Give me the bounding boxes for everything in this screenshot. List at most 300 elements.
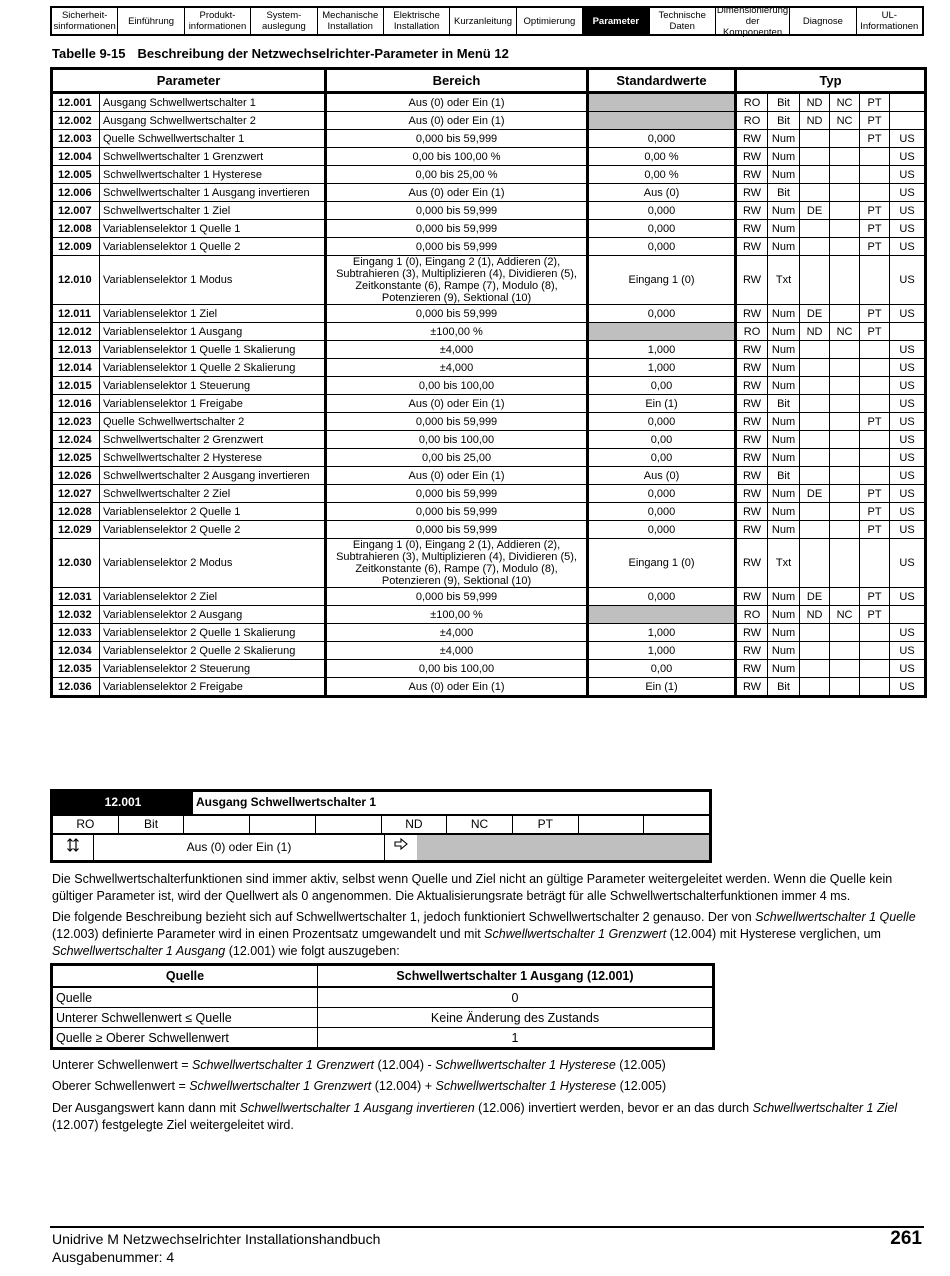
parameter-type-flag	[830, 238, 860, 256]
parameter-type-flag	[860, 377, 890, 395]
switch-output-table	[50, 963, 715, 1050]
parameter-type-flag: US	[890, 539, 926, 588]
parameter-type-flag: Num	[768, 660, 800, 678]
parameter-default: 0,000	[588, 238, 736, 256]
parameter-type-flag	[860, 359, 890, 377]
parameter-type-flag: RW	[736, 256, 768, 305]
parameter-type-flag	[860, 184, 890, 202]
parameter-type-flag: Num	[768, 413, 800, 431]
parameter-type-flag: US	[890, 184, 926, 202]
parameter-range: Eingang 1 (0), Eingang 2 (1), Addieren (2), Subtrahieren (3), Multiplizieren (4), Dividieren (5), Zeitkonstante (6), Rampe (7), Modulo (8), Potenzieren (9), Sektional (10)	[326, 539, 588, 588]
parameter-default: 0,000	[588, 202, 736, 220]
parameter-name: Ausgang Schwellwertschalter 2	[100, 112, 326, 130]
parameter-default: Eingang 1 (0)	[588, 256, 736, 305]
parameter-type-flag	[800, 503, 830, 521]
parameter-type-flag: Bit	[768, 93, 800, 112]
parameter-reference: Schwellwertschalter 1 Hysterese	[435, 1079, 617, 1093]
parameter-name: Variablenselektor 1 Ausgang	[100, 323, 326, 341]
parameter-type-flag: RW	[736, 678, 768, 697]
parameter-type-flag: RW	[736, 642, 768, 660]
parameter-type-flag: PT	[860, 93, 890, 112]
parameter-range: 0,000 bis 59,999	[326, 238, 588, 256]
parameter-default: Eingang 1 (0)	[588, 539, 736, 588]
nav-tab-3[interactable]: Produkt- informationen	[185, 8, 251, 34]
parameter-type-flag	[800, 539, 830, 588]
parameter-type-flag	[800, 624, 830, 642]
parameter-type-flag	[830, 449, 860, 467]
parameter-type-flag: NC	[830, 112, 860, 130]
parameter-type-flag	[800, 395, 830, 413]
parameter-type-flag: Num	[768, 359, 800, 377]
parameter-name: Ausgang Schwellwertschalter 1	[100, 93, 326, 112]
detail-range-row	[53, 835, 709, 860]
parameter-default: 0,000	[588, 305, 736, 323]
switch-table-header	[52, 965, 714, 988]
parameter-type-flag	[800, 431, 830, 449]
nav-tab-4[interactable]: System- auslegung	[251, 8, 317, 34]
parameter-type-flag: US	[890, 449, 926, 467]
parameter-number: 12.003	[52, 130, 100, 148]
parameter-name: Variablenselektor 2 Modus	[100, 539, 326, 588]
parameter-number: 12.034	[52, 642, 100, 660]
parameter-type-flag: RW	[736, 377, 768, 395]
parameter-type-flag: PT	[860, 588, 890, 606]
text-segment: (12.004) +	[371, 1079, 436, 1093]
nav-tab-5[interactable]: Mechanische Installation	[318, 8, 384, 34]
parameter-default: 0,00	[588, 377, 736, 395]
parameter-type-flag: PT	[860, 521, 890, 539]
parameter-number: 12.024	[52, 431, 100, 449]
parameter-type-flag	[800, 660, 830, 678]
paragraph-invert	[52, 1100, 924, 1134]
parameter-type-flag: US	[890, 521, 926, 539]
parameter-number: 12.005	[52, 166, 100, 184]
parameter-type-flag: NC	[830, 93, 860, 112]
switch-condition: Quelle	[52, 987, 318, 1008]
parameter-name: Quelle Schwellwertschalter 1	[100, 130, 326, 148]
detail-parameter-id: 12.001	[53, 792, 193, 814]
switch-condition: Unterer Schwellenwert ≤ Quelle	[52, 1008, 318, 1028]
parameter-type-flag	[860, 678, 890, 697]
parameter-default: 0,000	[588, 413, 736, 431]
parameter-type-flag	[830, 148, 860, 166]
parameter-row	[52, 678, 926, 697]
nav-tab-11[interactable]: Dimensionierung der Komponenten	[716, 4, 789, 38]
parameter-default: 1,000	[588, 341, 736, 359]
parameter-default	[588, 606, 736, 624]
parameter-default	[588, 112, 736, 130]
parameter-number: 12.015	[52, 377, 100, 395]
parameter-type-flag: US	[890, 642, 926, 660]
parameter-type-flag	[830, 184, 860, 202]
parameter-number: 12.009	[52, 238, 100, 256]
parameter-name: Variablenselektor 1 Freigabe	[100, 395, 326, 413]
parameter-type-flag: RW	[736, 184, 768, 202]
parameter-type-flag: US	[890, 202, 926, 220]
switch-output: 1	[318, 1028, 714, 1049]
parameter-row	[52, 413, 926, 431]
parameter-name: Variablenselektor 2 Steuerung	[100, 660, 326, 678]
parameter-row	[52, 238, 926, 256]
parameter-number: 12.014	[52, 359, 100, 377]
parameter-default: Aus (0)	[588, 184, 736, 202]
parameter-type-flag: RW	[736, 624, 768, 642]
range-arrows-icon	[53, 835, 94, 860]
parameter-row	[52, 256, 926, 305]
parameter-type-flag: ND	[800, 112, 830, 130]
parameter-table-header	[52, 69, 926, 93]
parameter-type-flag: US	[890, 148, 926, 166]
parameter-type-flag: US	[890, 341, 926, 359]
parameter-type-flag: Num	[768, 642, 800, 660]
parameter-range: ±4,000	[326, 642, 588, 660]
parameter-type-flag	[890, 93, 926, 112]
parameter-table	[50, 67, 927, 698]
detail-flag: Bit	[119, 816, 185, 833]
text-segment: (12.001) wie folgt auszugeben:	[225, 944, 400, 958]
parameter-row	[52, 359, 926, 377]
parameter-type-flag: Num	[768, 606, 800, 624]
parameter-row	[52, 377, 926, 395]
nav-tab-7[interactable]: Kurzanleitung	[450, 8, 516, 34]
parameter-number: 12.023	[52, 413, 100, 431]
parameter-reference: Schwellwertschalter 1 Hysterese	[435, 1058, 616, 1072]
parameter-type-flag: RW	[736, 413, 768, 431]
parameter-number: 12.036	[52, 678, 100, 697]
parameter-default	[588, 93, 736, 112]
parameter-number: 12.028	[52, 503, 100, 521]
parameter-number: 12.001	[52, 93, 100, 112]
switch-header-output: Schwellwertschalter 1 Ausgang (12.001)	[318, 965, 714, 988]
detail-flags-row	[53, 816, 709, 835]
parameter-number: 12.035	[52, 660, 100, 678]
detail-range-value: Aus (0) oder Ein (1)	[186, 840, 292, 854]
header-parameter: Parameter	[52, 69, 326, 93]
parameter-range: 0,000 bis 59,999	[326, 413, 588, 431]
parameter-default: 0,00	[588, 431, 736, 449]
parameter-type-flag: Num	[768, 341, 800, 359]
parameter-name: Variablenselektor 1 Steuerung	[100, 377, 326, 395]
parameter-type-flag: RW	[736, 359, 768, 377]
nav-tab-1[interactable]: Sicherheit- sinformationen	[52, 8, 118, 34]
parameter-type-flag: RW	[736, 503, 768, 521]
parameter-row	[52, 395, 926, 413]
parameter-type-flag: RW	[736, 521, 768, 539]
parameter-default: 0,000	[588, 521, 736, 539]
parameter-type-flag: US	[890, 377, 926, 395]
footer-issue: Ausgabenummer: 4	[52, 1249, 175, 1265]
parameter-type-flag	[830, 395, 860, 413]
parameter-type-flag: DE	[800, 485, 830, 503]
parameter-type-flag	[830, 256, 860, 305]
parameter-range: 0,00 bis 100,00	[326, 377, 588, 395]
header-default: Standardwerte	[588, 69, 736, 93]
parameter-name: Schwellwertschalter 2 Hysterese	[100, 449, 326, 467]
parameter-type-flag: Num	[768, 166, 800, 184]
parameter-type-flag	[800, 256, 830, 305]
parameter-default: 0,00	[588, 449, 736, 467]
parameter-type-flag: DE	[800, 305, 830, 323]
parameter-type-flag: RW	[736, 130, 768, 148]
parameter-range: 0,000 bis 59,999	[326, 521, 588, 539]
parameter-number: 12.006	[52, 184, 100, 202]
parameter-range: 0,000 bis 59,999	[326, 202, 588, 220]
parameter-row	[52, 624, 926, 642]
parameter-type-flag	[860, 148, 890, 166]
parameter-default: 0,000	[588, 485, 736, 503]
nav-tab-12[interactable]: Diagnose	[790, 8, 856, 34]
table-caption-number: Tabelle 9-15	[52, 46, 126, 61]
parameter-type-flag: US	[890, 660, 926, 678]
parameter-type-flag	[860, 256, 890, 305]
parameter-range: Aus (0) oder Ein (1)	[326, 112, 588, 130]
parameter-range: Aus (0) oder Ein (1)	[326, 184, 588, 202]
parameter-range: Aus (0) oder Ein (1)	[326, 395, 588, 413]
parameter-number: 12.031	[52, 588, 100, 606]
parameter-type-flag: US	[890, 413, 926, 431]
text-segment: (12.005)	[616, 1079, 667, 1093]
parameter-type-flag	[800, 220, 830, 238]
parameter-name: Variablenselektor 2 Freigabe	[100, 678, 326, 697]
parameter-name: Schwellwertschalter 1 Ziel	[100, 202, 326, 220]
parameter-range: Aus (0) oder Ein (1)	[326, 678, 588, 697]
parameter-type-flag: RW	[736, 395, 768, 413]
nav-tab-6[interactable]: Elektrische Installation	[384, 8, 450, 34]
parameter-number: 12.012	[52, 323, 100, 341]
parameter-type-flag	[890, 112, 926, 130]
parameter-default: 0,000	[588, 588, 736, 606]
parameter-range: 0,00 bis 25,00	[326, 449, 588, 467]
parameter-type-flag: NC	[830, 323, 860, 341]
footer-title: Unidrive M Netzwechselrichter Installationshandbuch	[52, 1231, 381, 1247]
parameter-name: Quelle Schwellwertschalter 2	[100, 413, 326, 431]
parameter-row	[52, 503, 926, 521]
paragraph-description	[52, 909, 924, 960]
detail-title-row	[53, 792, 709, 816]
parameter-range: 0,00 bis 25,00 %	[326, 166, 588, 184]
parameter-table-body	[52, 93, 926, 697]
parameter-type-flag: RW	[736, 588, 768, 606]
parameter-type-flag	[860, 660, 890, 678]
footer-rule	[50, 1226, 924, 1228]
parameter-detail-box	[50, 789, 712, 863]
parameter-number: 12.010	[52, 256, 100, 305]
parameter-default: 0,000	[588, 503, 736, 521]
parameter-default: 1,000	[588, 624, 736, 642]
parameter-type-flag	[800, 449, 830, 467]
parameter-type-flag	[830, 678, 860, 697]
parameter-type-flag: Txt	[768, 539, 800, 588]
parameter-reference: Schwellwertschalter 1 Grenzwert	[484, 927, 667, 941]
parameter-type-flag	[800, 377, 830, 395]
nav-tab-8[interactable]: Optimierung	[517, 8, 583, 34]
page-number: 261	[890, 1228, 922, 1249]
parameter-row	[52, 184, 926, 202]
parameter-row	[52, 305, 926, 323]
parameter-type-flag: Num	[768, 148, 800, 166]
parameter-type-flag: Num	[768, 377, 800, 395]
parameter-type-flag: Num	[768, 130, 800, 148]
parameter-name: Variablenselektor 1 Modus	[100, 256, 326, 305]
detail-flag	[316, 816, 382, 833]
parameter-number: 12.025	[52, 449, 100, 467]
parameter-type-flag: Num	[768, 202, 800, 220]
nav-tab-2[interactable]: Einführung	[118, 8, 184, 34]
parameter-type-flag: ND	[800, 606, 830, 624]
nav-tab-10[interactable]: Technische Daten	[650, 8, 716, 34]
parameter-number: 12.027	[52, 485, 100, 503]
text-segment: Die folgende Beschreibung bezieht sich auf Schwellwertschalter 1, jedoch funktioniert Schwellwertschalter 2 genauso. Der von	[52, 910, 756, 924]
parameter-type-flag: PT	[860, 220, 890, 238]
parameter-type-flag: Bit	[768, 467, 800, 485]
parameter-name: Schwellwertschalter 1 Grenzwert	[100, 148, 326, 166]
parameter-type-flag: RW	[736, 539, 768, 588]
parameter-number: 12.033	[52, 624, 100, 642]
parameter-number: 12.030	[52, 539, 100, 588]
parameter-type-flag: RW	[736, 220, 768, 238]
nav-tab-9[interactable]: Parameter	[583, 8, 649, 34]
parameter-type-flag: Num	[768, 503, 800, 521]
default-arrow-icon	[384, 835, 418, 860]
parameter-range: ±100,00 %	[326, 606, 588, 624]
switch-output: Keine Änderung des Zustands	[318, 1008, 714, 1028]
text-segment: Oberer Schwellenwert =	[52, 1079, 190, 1093]
parameter-type-flag	[800, 413, 830, 431]
parameter-type-flag: DE	[800, 588, 830, 606]
parameter-type-flag: NC	[830, 606, 860, 624]
parameter-type-flag: Txt	[768, 256, 800, 305]
parameter-type-flag: US	[890, 220, 926, 238]
parameter-type-flag	[860, 431, 890, 449]
detail-flag: PT	[513, 816, 579, 833]
parameter-type-flag: PT	[860, 413, 890, 431]
parameter-reference: Schwellwertschalter 1 Grenzwert	[189, 1079, 372, 1093]
parameter-type-flag: Num	[768, 521, 800, 539]
parameter-range: ±4,000	[326, 341, 588, 359]
switch-condition: Quelle ≥ Oberer Schwellenwert	[52, 1028, 318, 1049]
parameter-type-flag	[830, 521, 860, 539]
parameter-type-flag: RW	[736, 148, 768, 166]
parameter-type-flag	[830, 413, 860, 431]
parameter-type-flag	[830, 166, 860, 184]
parameter-type-flag	[800, 678, 830, 697]
parameter-name: Variablenselektor 2 Quelle 2 Skalierung	[100, 642, 326, 660]
parameter-type-flag	[860, 467, 890, 485]
parameter-type-flag	[830, 503, 860, 521]
parameter-type-flag	[800, 130, 830, 148]
parameter-row	[52, 166, 926, 184]
detail-flag	[184, 816, 250, 833]
parameter-type-flag: PT	[860, 606, 890, 624]
parameter-row	[52, 220, 926, 238]
parameter-row	[52, 112, 926, 130]
parameter-reference: Schwellwertschalter 1 Ziel	[752, 1101, 898, 1115]
parameter-name: Variablenselektor 1 Quelle 2	[100, 238, 326, 256]
formula-upper-threshold	[52, 1078, 924, 1095]
parameter-type-flag: US	[890, 431, 926, 449]
switch-header-source: Quelle	[52, 965, 318, 988]
parameter-type-flag: Num	[768, 449, 800, 467]
parameter-type-flag: RO	[736, 112, 768, 130]
parameter-type-flag	[830, 485, 860, 503]
parameter-type-flag: US	[890, 256, 926, 305]
parameter-name: Variablenselektor 1 Ziel	[100, 305, 326, 323]
detail-flag: NC	[447, 816, 513, 833]
switch-table-row	[52, 1028, 714, 1049]
parameter-row	[52, 642, 926, 660]
parameter-name: Variablenselektor 1 Quelle 2 Skalierung	[100, 359, 326, 377]
parameter-range: 0,00 bis 100,00 %	[326, 148, 588, 166]
parameter-type-flag: RW	[736, 202, 768, 220]
parameter-row	[52, 521, 926, 539]
nav-tab-13[interactable]: UL- Informationen	[860, 10, 919, 32]
parameter-type-flag: US	[890, 624, 926, 642]
detail-parameter-title: Ausgang Schwellwertschalter 1	[196, 795, 377, 809]
parameter-default	[588, 323, 736, 341]
detail-flag	[250, 816, 316, 833]
text-segment: Der Ausgangswert kann dann mit	[52, 1101, 240, 1115]
parameter-row	[52, 588, 926, 606]
parameter-type-flag: Num	[768, 238, 800, 256]
parameter-default: 1,000	[588, 359, 736, 377]
text-segment: (12.003) definierte Parameter wird in einen Prozentsatz umgewandelt und mit	[52, 927, 485, 941]
text-segment: (12.005)	[615, 1058, 666, 1072]
parameter-type-flag: RW	[736, 449, 768, 467]
table-caption-text: Beschreibung der Netzwechselrichter-Parameter in Menü 12	[137, 46, 509, 61]
parameter-type-flag: RW	[736, 305, 768, 323]
text-segment: Unterer Schwellenwert =	[52, 1058, 192, 1072]
parameter-reference: Schwellwertschalter 1 Quelle	[755, 910, 916, 924]
parameter-type-flag: PT	[860, 238, 890, 256]
parameter-type-flag: US	[890, 238, 926, 256]
parameter-type-flag: US	[890, 359, 926, 377]
parameter-type-flag	[830, 202, 860, 220]
header-range: Bereich	[326, 69, 588, 93]
parameter-type-flag	[860, 624, 890, 642]
formula-lower-threshold	[52, 1057, 924, 1074]
parameter-name: Schwellwertschalter 2 Grenzwert	[100, 431, 326, 449]
parameter-type-flag	[830, 341, 860, 359]
parameter-name: Variablenselektor 1 Quelle 1	[100, 220, 326, 238]
parameter-type-flag	[860, 341, 890, 359]
parameter-range: 0,00 bis 100,00	[326, 660, 588, 678]
text-segment: (12.007) festgelegte Ziel weitergeleitet wird.	[52, 1118, 294, 1132]
parameter-type-flag	[830, 660, 860, 678]
parameter-type-flag: Num	[768, 624, 800, 642]
parameter-name: Variablenselektor 1 Quelle 1 Skalierung	[100, 341, 326, 359]
parameter-type-flag: RW	[736, 341, 768, 359]
parameter-type-flag: ND	[800, 323, 830, 341]
text-segment: (12.006) invertiert werden, bevor er an das durch	[474, 1101, 753, 1115]
parameter-type-flag: Num	[768, 588, 800, 606]
parameter-name: Variablenselektor 2 Ziel	[100, 588, 326, 606]
parameter-default: 1,000	[588, 642, 736, 660]
parameter-range: 0,000 bis 59,999	[326, 503, 588, 521]
parameter-reference: Schwellwertschalter 1 Grenzwert	[192, 1058, 375, 1072]
parameter-type-flag: PT	[860, 323, 890, 341]
parameter-type-flag: US	[890, 588, 926, 606]
parameter-row	[52, 431, 926, 449]
parameter-type-flag: US	[890, 678, 926, 697]
parameter-type-flag	[800, 238, 830, 256]
parameter-row	[52, 148, 926, 166]
parameter-type-flag	[830, 305, 860, 323]
parameter-type-flag: Num	[768, 485, 800, 503]
parameter-type-flag: US	[890, 305, 926, 323]
parameter-type-flag	[800, 521, 830, 539]
parameter-type-flag: Num	[768, 431, 800, 449]
switch-table-row	[52, 987, 714, 1008]
